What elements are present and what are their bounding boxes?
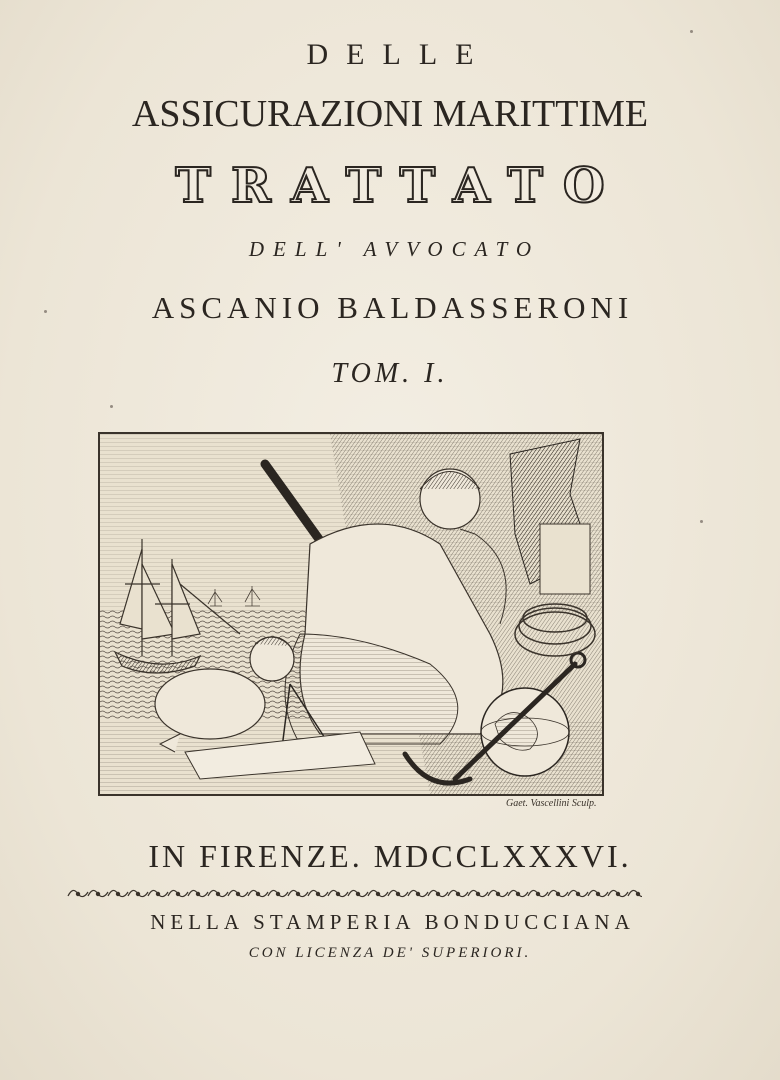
allegory-of-maritime-insurance-engraving: [100, 434, 602, 794]
volume-number: TOM. I.: [331, 358, 449, 389]
ornamental-rule: [62, 884, 642, 902]
foxing-speck: [700, 520, 703, 523]
title-line-delle: DELLE: [306, 38, 492, 71]
engraver-signature: Gaet. Vascellini Sculp.: [506, 798, 597, 809]
title-line-trattato: TRATTATO: [175, 158, 625, 214]
title-line-assicurazioni: ASSICURAZIONI MARITTIME: [131, 93, 649, 135]
engraved-illustration: [98, 432, 604, 796]
subtitle-avvocato: DELL' AVVOCATO: [248, 237, 541, 261]
printer-name: NELLA STAMPERIA BONDUCCIANA: [150, 910, 635, 934]
foxing-speck: [690, 30, 693, 33]
imprint-place-date: IN FIRENZE. MDCCLXXXVI.: [148, 838, 632, 874]
author-name: ASCANIO BALDASSERONI: [151, 290, 634, 325]
globe: [481, 688, 569, 776]
foxing-speck: [110, 405, 113, 408]
foxing-speck: [44, 310, 47, 313]
license-line: CON LICENZA DE' SUPERIORI.: [248, 945, 532, 961]
